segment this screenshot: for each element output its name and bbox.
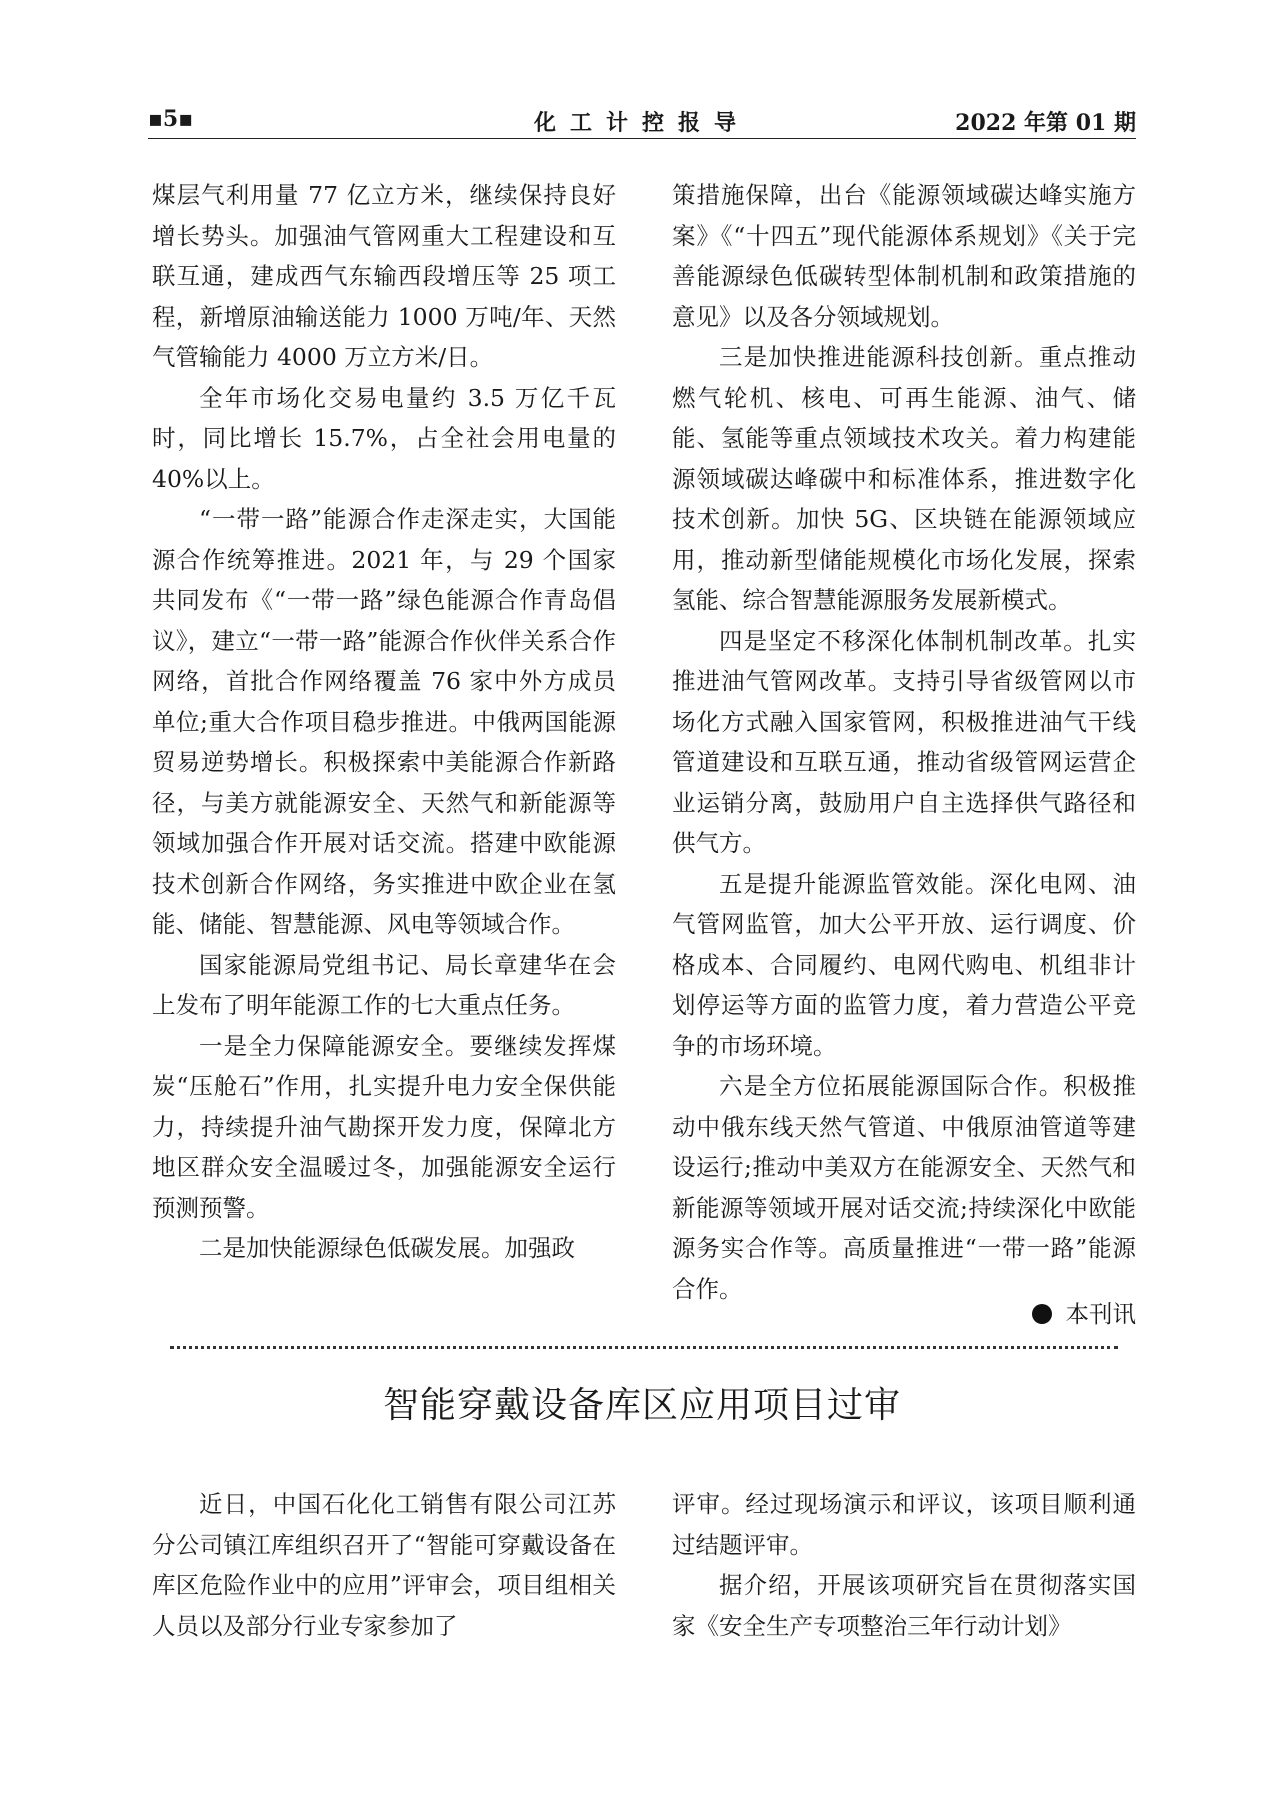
article1-left-column [152,175,616,1269]
paragraph: 近日，中国石化化工销售有限公司江苏分公司镇江库组织召开了“智能可穿戴设备在库区危险作业中的应用”评审会，项目组相关人员以及部分行业专家参加了 [152,1490,616,1640]
article2-left-column [152,1484,616,1646]
paragraph: 五是提升能源监管效能。深化电网、油气管网监管，加大公平开放、运行调度、价格成本、合同履约、电网代购电、机组非计划停运等方面的监管力度，着力营造公平竞争的市场环境。 [672,869,1136,1060]
paragraph: 煤层气利用量 77 亿立方米，继续保持良好增长势头。加强油气管网重大工程建设和互联互通，建成西气东输西段增压等 25 项工程，新增原油输送能力 1000 万吨/年、天然气管输能力 4000 万立方米/日。 [152,181,616,371]
paragraph: 策措施保障，出台《能源领域碳达峰实施方案》《“十四五”现代能源体系规划》《关于完善能源绿色低碳转型体制机制和政策措施的意见》以及各分领域规划。 [672,181,1136,331]
page-number: ▪5▪ [148,106,194,132]
paragraph: 全年市场化交易电量约 3.5 万亿千瓦时，同比增长 15.7%，占全社会用电量的 40%以上。 [152,383,616,493]
paragraph: 六是全方位拓展能源国际合作。积极推动中俄东线天然气管道、中俄原油管道等建设运行;推动中美双方在能源安全、天然气和新能源等领域开展对话交流;持续深化中欧能源务实合作等。高质量推进“一带一路”能源合作。 [672,1072,1136,1303]
article1-right-column [672,175,1136,1309]
page-header [148,102,1136,139]
paragraph: 四是坚定不移深化体制机制改革。扎实推进油气管网改革。支持引导省级管网以市场化方式融入国家管网，积极推进油气干线管道建设和互联互通，推动省级管网运营企业运销分离，鼓励用户自主选择供气路径和供气方。 [672,626,1136,857]
paragraph: 国家能源局党组书记、局长章建华在会上发布了明年能源工作的七大重点任务。 [152,950,616,1019]
paragraph: 三是加快推进能源科技创新。重点推动燃气轮机、核电、可再生能源、油气、储能、氢能等重点领域技术攻关。着力构建能源领域碳达峰碳中和标准体系，推进数字化技术创新。加快 5G、区块链在能源领域应用，推动新型储能规模化市场化发展，探索氢能、综合智慧能源服务发展新模式。 [672,343,1136,614]
article-headline: 智能穿戴设备库区应用项目过审 [382,1385,901,1426]
paragraph: “一带一路”能源合作走深走实，大国能源合作统筹推进。2021 年，与 29 个国家共同发布《“一带一路”绿色能源合作青岛倡议》，建立“一带一路”能源合作伙伴关系合作网络，首批合作网络覆盖 76 家中外方成员单位;重大合作项目稳步推进。中俄两国能源贸易逆势增长。积极探索中美能源合作新路径，与美方就能源安全、天然气和新能源等领域加强合作开展对话交流。搭建中欧能源技术创新合作网络，务实推进中欧企业在氢能、储能、智慧能源、风电等领域合作。 [152,505,616,938]
journal-title: 化工计控报导 [533,110,750,136]
byline [1032,1296,1137,1332]
paragraph: 一是全力保障能源安全。要继续发挥煤炭“压舱石”作用，扎实提升电力安全保供能力，持续提升油气勘探开发力度，保障北方地区群众安全温暖过冬，加强能源安全运行预测预警。 [152,1031,616,1222]
issue-label: 2022 年第 01 期 [955,110,1136,136]
paragraph: 评审。经过现场演示和评议，该项目顺利通过结题评审。 [672,1490,1136,1559]
dotted-divider [170,1346,1118,1349]
byline-text: 本刊讯 [1065,1300,1136,1328]
article2-right-column [672,1484,1136,1646]
paragraph: 据介绍，开展该项研究旨在贯彻落实国家《安全生产专项整治三年行动计划》 [672,1571,1136,1640]
bullet-dot-icon [1032,1304,1052,1324]
paragraph: 二是加快能源绿色低碳发展。加强政 [199,1234,575,1262]
